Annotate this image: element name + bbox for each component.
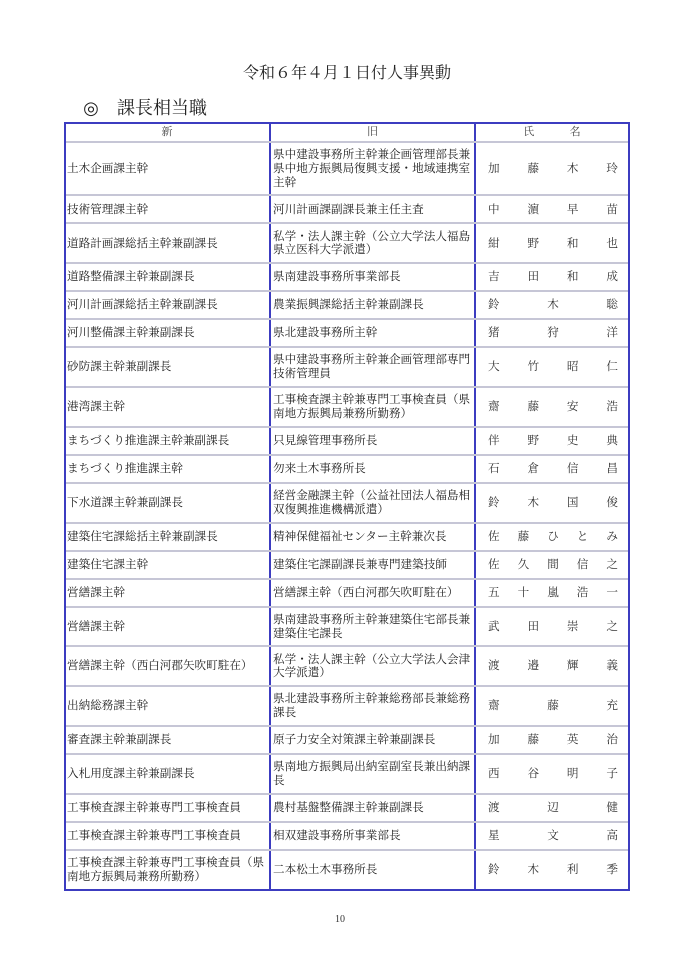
old-position-cell	[269, 580, 474, 606]
name-character: 伴	[488, 433, 500, 447]
person-name	[488, 558, 618, 572]
header-old-position	[269, 124, 474, 141]
name-character: 典	[606, 433, 618, 447]
new-position: 下水道課主幹兼副課長	[67, 495, 183, 509]
name-character: 竹	[527, 360, 540, 374]
new-position: 工事検査課主幹兼専門工事検査員	[67, 828, 241, 842]
name-character: 佐	[488, 557, 500, 571]
name-character: 間	[547, 557, 559, 571]
new-position: 河川計画課総括主幹兼副課長	[67, 298, 218, 312]
new-position-cell	[66, 823, 269, 849]
name-character: 渡	[488, 659, 500, 673]
table-body	[66, 141, 628, 889]
new-position-cell	[66, 687, 269, 725]
table-row	[66, 821, 628, 849]
new-position-cell	[66, 320, 269, 346]
name-character: 聡	[606, 298, 618, 312]
name-character: 藤	[517, 529, 530, 543]
name-character: 浩	[576, 585, 589, 599]
old-position: 県南建設事務所事業部長	[273, 270, 401, 284]
table-row	[66, 578, 628, 606]
name-character: 也	[606, 236, 618, 250]
old-position: 県南地方振興局出納室副室長兼出納課長	[273, 760, 471, 787]
name-character: 石	[488, 461, 500, 475]
person-name	[488, 203, 618, 217]
name-cell	[474, 755, 628, 793]
new-position-cell	[66, 524, 269, 550]
new-position-cell	[66, 647, 269, 685]
name-character: 藤	[527, 733, 540, 747]
table-row	[66, 386, 628, 426]
name-character: 治	[606, 733, 618, 747]
old-position: 営繕課主幹（西白河郡矢吹町駐在）	[273, 585, 459, 599]
old-position-cell	[269, 456, 474, 482]
old-position-cell	[269, 143, 474, 194]
name-character: 充	[606, 699, 618, 713]
header-name	[474, 124, 628, 141]
name-character: 辺	[547, 800, 559, 814]
name-character: 英	[566, 733, 579, 747]
name-character: 五	[488, 585, 500, 599]
person-name	[488, 434, 618, 448]
name-character: 木	[547, 298, 559, 312]
name-character: 星	[488, 828, 500, 842]
new-position-cell	[66, 292, 269, 318]
table-row	[66, 290, 628, 318]
page-number: 10	[335, 914, 345, 925]
new-position-cell	[66, 552, 269, 578]
name-character: 国	[566, 495, 579, 509]
name-character: 苗	[606, 202, 618, 216]
new-position-cell	[66, 580, 269, 606]
new-position: 道路計画課総括主幹兼副課長	[67, 236, 218, 250]
name-character: 西	[488, 766, 500, 780]
old-position-cell	[269, 727, 474, 753]
name-cell	[474, 851, 628, 889]
new-position: 港湾課主幹	[67, 400, 125, 414]
old-position-cell	[269, 647, 474, 685]
name-character: 之	[606, 619, 618, 633]
old-position-cell	[269, 524, 474, 550]
name-character: 中	[488, 202, 500, 216]
name-character: ひ	[547, 529, 559, 543]
name-character: 藤	[527, 400, 540, 414]
table-row	[66, 753, 628, 793]
name-cell	[474, 320, 628, 346]
name-character: 高	[606, 828, 618, 842]
name-character: 崇	[566, 619, 579, 633]
old-position-cell	[269, 484, 474, 522]
new-position: 営繕課主幹	[67, 585, 125, 599]
new-position: 河川整備課主幹兼副課長	[67, 326, 195, 340]
new-position: 技術管理課主幹	[67, 202, 149, 216]
name-character: 子	[606, 766, 618, 780]
old-position: 農業振興課総括主幹兼副課長	[273, 298, 424, 312]
name-character: 昭	[566, 360, 579, 374]
name-character: 邉	[527, 659, 540, 673]
name-character: 齋	[488, 400, 500, 414]
old-position-cell	[269, 552, 474, 578]
personnel-table	[64, 122, 630, 891]
old-position-cell	[269, 755, 474, 793]
name-character: 義	[606, 659, 618, 673]
name-character: 十	[517, 585, 530, 599]
new-position-cell	[66, 196, 269, 222]
old-position-cell	[269, 264, 474, 290]
person-name	[488, 162, 618, 176]
name-character: 玲	[606, 161, 618, 175]
name-character: 健	[606, 800, 618, 814]
old-position-cell	[269, 292, 474, 318]
table-header-row	[66, 124, 628, 141]
header-new-position	[66, 124, 269, 141]
table-row	[66, 725, 628, 753]
new-position: まちづくり推進課主幹兼副課長	[67, 433, 230, 447]
name-character: 安	[566, 400, 579, 414]
name-character: 藤	[547, 699, 559, 713]
name-character: 俊	[606, 495, 618, 509]
double-circle-icon: ◎	[83, 98, 99, 118]
old-position: 精神保健福祉センター主幹兼次長	[273, 529, 447, 543]
name-character: 野	[527, 236, 540, 250]
person-name	[488, 530, 618, 544]
old-position: 原子力安全対策課主幹兼副課長	[273, 733, 436, 747]
new-position: 道路整備課主幹兼副課長	[67, 270, 195, 284]
name-character: 武	[488, 619, 500, 633]
name-cell	[474, 292, 628, 318]
new-position-cell	[66, 608, 269, 646]
name-cell	[474, 608, 628, 646]
name-character: 鈴	[488, 495, 500, 509]
person-name	[488, 829, 618, 843]
name-character: 明	[566, 766, 579, 780]
name-character: 信	[566, 461, 579, 475]
name-character: 文	[547, 828, 559, 842]
new-position-cell	[66, 348, 269, 386]
old-position-cell	[269, 224, 474, 262]
table-row	[66, 522, 628, 550]
name-character: 齋	[488, 699, 500, 713]
table-row	[66, 793, 628, 821]
person-name	[488, 237, 618, 251]
name-character: 猪	[488, 326, 500, 340]
old-position: 只見線管理事務所長	[273, 433, 378, 447]
new-position: 工事検査課主幹兼専門工事検査員	[67, 800, 241, 814]
person-name	[488, 733, 618, 747]
old-position: 相双建設事務所事業部長	[273, 828, 401, 842]
new-position-cell	[66, 851, 269, 889]
name-cell	[474, 388, 628, 426]
name-character: 洋	[606, 326, 618, 340]
old-position: 河川計画課副課長兼主任主査	[273, 202, 424, 216]
name-cell	[474, 143, 628, 194]
header-name-label: 氏名	[523, 126, 617, 138]
new-position-cell	[66, 143, 269, 194]
new-position: 審査課主幹兼副課長	[67, 733, 172, 747]
old-position-cell	[269, 795, 474, 821]
table-row	[66, 194, 628, 222]
table-row	[66, 262, 628, 290]
name-character: 和	[566, 236, 579, 250]
name-character: 和	[566, 270, 579, 284]
old-position-cell	[269, 851, 474, 889]
table-row	[66, 550, 628, 578]
old-position-cell	[269, 823, 474, 849]
name-character: 季	[606, 862, 618, 876]
new-position-cell	[66, 727, 269, 753]
name-character: 史	[566, 433, 579, 447]
person-name	[488, 620, 618, 634]
name-character: 狩	[547, 326, 559, 340]
old-position: 二本松土木事務所長	[273, 862, 378, 876]
new-position-cell	[66, 224, 269, 262]
old-position: 県北建設事務所主幹	[273, 326, 378, 340]
new-position: 出納総務課主幹	[67, 699, 149, 713]
old-position: 農村基盤整備課主幹兼副課長	[273, 800, 424, 814]
name-character: 田	[527, 270, 540, 284]
name-character: 藤	[527, 161, 540, 175]
person-name	[488, 586, 618, 600]
person-name	[488, 270, 618, 284]
name-cell	[474, 727, 628, 753]
name-character: 濵	[527, 202, 540, 216]
new-position-cell	[66, 264, 269, 290]
new-position: 砂防課主幹兼副課長	[67, 360, 172, 374]
old-position: 県南建設事務所主幹兼建築住宅部長兼建築住宅課長	[273, 612, 471, 640]
name-character: 鈴	[488, 298, 500, 312]
new-position: 土木企画課主幹	[67, 161, 149, 175]
name-character: 一	[606, 585, 618, 599]
person-name	[488, 400, 618, 414]
old-position: 県中建設事務所主幹兼企画管理部長兼県中地方振興局復興支援・地域連携室主幹	[273, 148, 471, 189]
person-name	[488, 496, 618, 510]
name-cell	[474, 647, 628, 685]
header-old-label: 旧	[367, 126, 378, 138]
name-character: 輝	[566, 659, 579, 673]
name-character: 木	[566, 161, 579, 175]
name-character: 渡	[488, 800, 500, 814]
name-character: 成	[606, 270, 618, 284]
name-character: 加	[488, 733, 500, 747]
name-cell	[474, 456, 628, 482]
name-character: 嵐	[547, 585, 559, 599]
name-cell	[474, 224, 628, 262]
person-name	[488, 699, 618, 713]
old-position-cell	[269, 608, 474, 646]
name-cell	[474, 196, 628, 222]
old-position: 県北建設事務所主幹兼総務部長兼総務課長	[273, 692, 471, 720]
name-character: 木	[527, 495, 540, 509]
person-name	[488, 360, 618, 374]
table-row	[66, 426, 628, 454]
name-character: 谷	[527, 766, 540, 780]
person-name	[488, 659, 618, 673]
old-position-cell	[269, 320, 474, 346]
new-position-cell	[66, 795, 269, 821]
table-row	[66, 685, 628, 725]
name-character: 仁	[606, 360, 618, 374]
name-character: 倉	[527, 461, 540, 475]
person-name	[488, 863, 618, 877]
name-cell	[474, 552, 628, 578]
name-character: 田	[527, 619, 540, 633]
name-cell	[474, 428, 628, 454]
old-position-cell	[269, 348, 474, 386]
table-row	[66, 849, 628, 889]
old-position: 私学・法人課主幹（公立大学法人会津大学派遣）	[273, 652, 471, 680]
name-character: 紺	[488, 236, 500, 250]
old-position-cell	[269, 428, 474, 454]
name-cell	[474, 264, 628, 290]
old-position: 工事検査課主幹兼専門工事検査員（県南地方振興局兼務所勤務）	[273, 393, 471, 420]
name-character: 信	[576, 557, 589, 571]
new-position-cell	[66, 388, 269, 426]
new-position: 営繕課主幹（西白河郡矢吹町駐在）	[67, 659, 253, 673]
new-position-cell	[66, 428, 269, 454]
name-cell	[474, 687, 628, 725]
person-name	[488, 326, 618, 340]
name-character: み	[606, 529, 618, 543]
name-cell	[474, 795, 628, 821]
table-row	[66, 318, 628, 346]
new-position-cell	[66, 484, 269, 522]
old-position-cell	[269, 196, 474, 222]
new-position: 建築住宅課主幹	[67, 557, 149, 571]
new-position: 建築住宅課総括主幹兼副課長	[67, 529, 218, 543]
table-row	[66, 346, 628, 386]
new-position: 営繕課主幹	[67, 619, 125, 633]
name-cell	[474, 823, 628, 849]
new-position: 工事検査課主幹兼専門工事検査員（県南地方振興局兼務所勤務）	[67, 855, 265, 883]
section-heading-text: 課長相当職	[117, 98, 207, 118]
old-position: 県中建設事務所主幹兼企画管理部専門技術管理員	[273, 353, 471, 381]
old-position: 勿来土木事務所長	[273, 461, 366, 475]
name-character: 利	[566, 862, 579, 876]
name-character: 早	[566, 202, 579, 216]
old-position: 建築住宅課副課長兼専門建築技師	[273, 557, 447, 571]
name-character: 吉	[488, 270, 500, 284]
name-character: 佐	[488, 529, 500, 543]
name-character: 加	[488, 161, 500, 175]
new-position-cell	[66, 755, 269, 793]
table-row	[66, 454, 628, 482]
header-new-label: 新	[161, 126, 173, 138]
old-position: 経営金融課主幹（公益社団法人福島相双復興推進機構派遣）	[273, 489, 471, 516]
name-character: 浩	[606, 400, 618, 414]
name-character: 木	[527, 862, 540, 876]
name-cell	[474, 348, 628, 386]
table-row	[66, 645, 628, 685]
new-position: 入札用度課主幹兼副課長	[67, 766, 195, 780]
table-row	[66, 222, 628, 262]
name-cell	[474, 484, 628, 522]
name-cell	[474, 580, 628, 606]
table-row	[66, 606, 628, 646]
name-character: 之	[606, 557, 618, 571]
new-position-cell	[66, 456, 269, 482]
person-name	[488, 801, 618, 815]
new-position: まちづくり推進課主幹	[67, 461, 183, 475]
name-character: 昌	[606, 461, 618, 475]
old-position: 私学・法人課主幹（公立大学法人福島県立医科大学派遣）	[273, 229, 471, 257]
table-row	[66, 482, 628, 522]
old-position-cell	[269, 388, 474, 426]
name-character: 鈴	[488, 862, 500, 876]
name-character: 大	[488, 360, 500, 374]
person-name	[488, 767, 618, 781]
person-name	[488, 462, 618, 476]
section-heading	[82, 98, 207, 118]
document-title: 令和６年４月１日付人事異動	[243, 65, 452, 82]
name-cell	[474, 524, 628, 550]
name-character: 久	[517, 557, 530, 571]
old-position-cell	[269, 687, 474, 725]
table-row	[66, 141, 628, 194]
name-character: 野	[527, 433, 540, 447]
name-character: と	[576, 529, 589, 543]
person-name	[488, 298, 618, 312]
